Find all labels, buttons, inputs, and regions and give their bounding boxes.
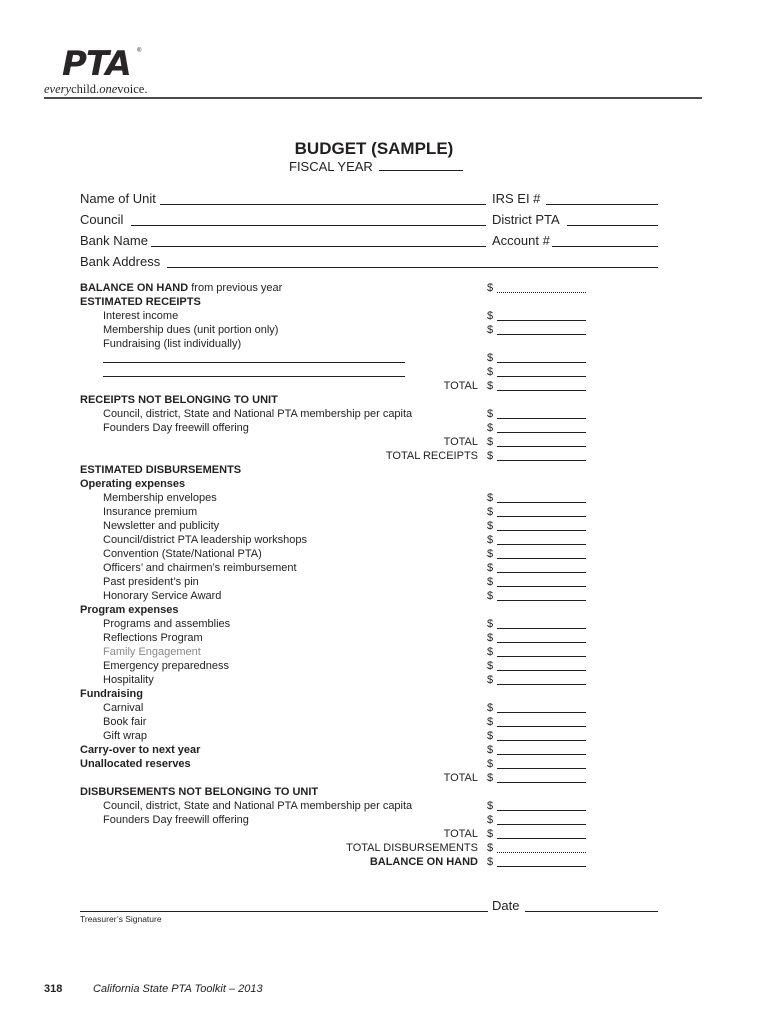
budget-row <box>0 491 770 505</box>
bank-address-label: Bank Address <box>80 254 161 269</box>
row-total-label: TOTAL <box>443 380 478 392</box>
row-label <box>103 575 199 589</box>
bank-address-blank[interactable] <box>167 267 658 268</box>
row-label <box>103 645 201 659</box>
row-label-text: Carry-over to next year <box>80 744 201 756</box>
budget-row <box>0 645 770 659</box>
row-label-text: Convention (State/National PTA) <box>103 548 262 560</box>
amount-blank[interactable] <box>497 544 586 545</box>
row-total-label: TOTAL <box>443 828 478 840</box>
amount-blank[interactable] <box>497 712 586 713</box>
budget-row <box>0 519 770 533</box>
row-label-text: Emergency preparedness <box>103 660 229 672</box>
fiscal-year-blank[interactable] <box>379 159 463 171</box>
row-label-text: Book fair <box>103 716 147 728</box>
dollar-sign: $ <box>487 632 494 644</box>
row-label <box>103 337 241 351</box>
row-label-text: DISBURSEMENTS NOT BELONGING TO UNIT <box>80 786 319 798</box>
budget-row <box>0 659 770 673</box>
treasurer-signature-label: Treasurer’s Signature <box>80 914 162 924</box>
council-blank[interactable] <box>131 225 486 226</box>
amount-blank[interactable] <box>497 292 586 293</box>
row-label <box>80 687 143 701</box>
pta-logo-mark: PTA <box>62 44 131 84</box>
budget-row <box>0 687 770 701</box>
dollar-sign: $ <box>487 842 494 854</box>
dollar-sign: $ <box>487 730 494 742</box>
district-pta-label: District PTA <box>492 212 560 227</box>
budget-row <box>0 449 770 463</box>
budget-row <box>0 309 770 323</box>
row-label-text: ESTIMATED DISBURSEMENTS <box>80 464 242 476</box>
budget-row <box>0 365 770 379</box>
row-label-text: Membership dues (unit portion only) <box>103 324 279 336</box>
district-pta-blank[interactable] <box>567 225 658 226</box>
dollar-sign: $ <box>487 744 494 756</box>
account-label: Account # <box>492 233 550 248</box>
irs-ei-blank[interactable] <box>546 204 658 205</box>
amount-blank[interactable] <box>497 334 586 335</box>
amount-blank[interactable] <box>497 684 586 685</box>
row-label <box>103 533 307 547</box>
amount-blank[interactable] <box>497 754 586 755</box>
amount-blank[interactable] <box>497 586 586 587</box>
row-label <box>103 799 412 813</box>
dollar-sign: $ <box>487 492 494 504</box>
budget-row <box>0 715 770 729</box>
tagline-every: every <box>44 82 72 96</box>
budget-row <box>0 323 770 337</box>
amount-blank[interactable] <box>497 852 586 853</box>
date-label: Date <box>492 898 520 913</box>
row-label-text: Officers’ and chairmen’s reimbursement <box>103 562 297 574</box>
budget-row <box>0 463 770 477</box>
amount-blank[interactable] <box>497 740 586 741</box>
row-label <box>103 491 217 505</box>
row-label <box>103 309 178 323</box>
tagline-child: child. <box>71 82 100 96</box>
row-label-text: Reflections Program <box>103 632 203 644</box>
dollar-sign: $ <box>487 618 494 630</box>
budget-row <box>0 589 770 603</box>
row-label-text: Founders Day freewill offering <box>103 422 249 434</box>
budget-row <box>0 771 770 785</box>
dollar-sign: $ <box>487 422 494 434</box>
budget-row <box>0 603 770 617</box>
row-total-label: TOTAL <box>443 772 478 784</box>
budget-row <box>0 477 770 491</box>
budget-row <box>0 785 770 799</box>
amount-blank[interactable] <box>497 558 586 559</box>
dollar-sign: $ <box>487 660 494 672</box>
row-label <box>80 295 201 309</box>
dollar-sign: $ <box>487 520 494 532</box>
tagline-one: one <box>99 82 118 96</box>
row-label-text: Insurance premium <box>103 506 198 518</box>
budget-row <box>0 617 770 631</box>
budget-row <box>0 813 770 827</box>
row-label <box>80 603 178 617</box>
amount-blank[interactable] <box>497 642 586 643</box>
budget-row <box>0 379 770 393</box>
dollar-sign: $ <box>487 646 494 658</box>
row-label-text: ESTIMATED RECEIPTS <box>80 296 201 308</box>
budget-row <box>0 351 770 365</box>
page-title: BUDGET (SAMPLE) <box>294 139 454 158</box>
dollar-sign: $ <box>487 674 494 686</box>
amount-blank[interactable] <box>497 516 586 517</box>
row-label-text: Interest income <box>103 310 179 322</box>
budget-row <box>0 827 770 841</box>
row-label <box>80 757 191 771</box>
row-label-text: Gift wrap <box>103 730 148 742</box>
amount-blank[interactable] <box>497 600 586 601</box>
pta-tagline <box>44 82 147 97</box>
budget-row <box>0 729 770 743</box>
dollar-sign: $ <box>487 436 494 448</box>
budget-row <box>0 841 770 855</box>
row-label <box>103 561 297 575</box>
irs-ei-label: IRS EI # <box>492 191 541 206</box>
amount-blank[interactable] <box>497 628 586 629</box>
registered-mark: ® <box>137 48 142 54</box>
row-label-text: Family Engagement <box>103 646 201 658</box>
tagline-voice: voice. <box>117 82 148 96</box>
budget-row <box>0 701 770 715</box>
row-label <box>80 743 200 757</box>
row-label <box>103 589 221 603</box>
budget-row <box>0 435 770 449</box>
row-label-text: Operating expenses <box>80 478 186 490</box>
row-label-text: Council, district, State and National PTA membership per capita <box>103 800 413 812</box>
budget-row <box>0 337 770 351</box>
dollar-sign: $ <box>487 576 494 588</box>
amount-blank[interactable] <box>497 726 586 727</box>
row-label <box>103 729 147 743</box>
dollar-sign: $ <box>487 828 494 840</box>
budget-row <box>0 407 770 421</box>
fundraising-item-blank[interactable] <box>103 376 405 377</box>
budget-row <box>0 799 770 813</box>
row-label-text: Council, district, State and National PTA membership per capita <box>103 408 413 420</box>
dollar-sign: $ <box>487 772 494 784</box>
budget-row <box>0 547 770 561</box>
row-label <box>80 281 282 295</box>
row-total-label: BALANCE ON HAND <box>369 856 478 868</box>
dollar-sign: $ <box>487 814 494 826</box>
row-label-text: RECEIPTS NOT BELONGING TO UNIT <box>80 394 278 406</box>
budget-row <box>0 533 770 547</box>
dollar-sign: $ <box>487 758 494 770</box>
row-label <box>103 617 230 631</box>
amount-blank[interactable] <box>497 782 586 783</box>
dollar-sign: $ <box>487 408 494 420</box>
row-label <box>103 659 229 673</box>
amount-blank[interactable] <box>497 670 586 671</box>
row-label <box>103 547 262 561</box>
amount-blank[interactable] <box>497 768 586 769</box>
amount-blank[interactable] <box>497 390 586 391</box>
budget-row <box>0 855 770 869</box>
budget-row <box>0 757 770 771</box>
row-label-text: Past president’s pin <box>103 576 199 588</box>
row-label-text: Program expenses <box>80 604 179 616</box>
row-label <box>103 701 143 715</box>
budget-row <box>0 631 770 645</box>
amount-blank[interactable] <box>497 572 586 573</box>
council-label: Council <box>80 212 124 227</box>
dollar-sign: $ <box>487 366 494 378</box>
page-number: 318 <box>44 983 63 995</box>
row-label <box>80 477 185 491</box>
row-label <box>80 463 241 477</box>
budget-row <box>0 561 770 575</box>
row-label <box>80 785 318 799</box>
dollar-sign: $ <box>487 702 494 714</box>
budget-row <box>0 575 770 589</box>
pta-logo <box>44 44 164 100</box>
amount-blank[interactable] <box>497 320 586 321</box>
amount-blank[interactable] <box>497 376 586 377</box>
bank-name-blank[interactable] <box>151 246 486 247</box>
amount-blank[interactable] <box>497 810 586 811</box>
dollar-sign: $ <box>487 324 494 336</box>
dollar-sign: $ <box>487 380 494 392</box>
row-label <box>80 393 278 407</box>
amount-blank[interactable] <box>497 362 586 363</box>
account-blank[interactable] <box>552 246 658 247</box>
fundraising-item-blank[interactable] <box>103 362 405 363</box>
amount-blank[interactable] <box>497 866 586 867</box>
dollar-sign: $ <box>487 562 494 574</box>
budget-row <box>0 743 770 757</box>
row-label <box>103 407 412 421</box>
budget-row <box>0 673 770 687</box>
header-divider <box>44 97 702 99</box>
row-label <box>103 631 203 645</box>
row-label-text: Council/district PTA leadership workshops <box>103 534 307 546</box>
row-label-text: BALANCE ON HAND <box>80 282 189 294</box>
row-label <box>103 673 154 687</box>
budget-row <box>0 505 770 519</box>
row-label-text: Programs and assemblies <box>103 618 231 630</box>
footer-text: California State PTA Toolkit – 2013 <box>93 983 263 995</box>
amount-blank[interactable] <box>497 838 586 839</box>
dollar-sign: $ <box>487 800 494 812</box>
fiscal-year-field[interactable] <box>289 159 463 174</box>
amount-blank[interactable] <box>497 446 586 447</box>
amount-blank[interactable] <box>497 418 586 419</box>
amount-blank[interactable] <box>497 460 586 461</box>
date-blank[interactable] <box>525 911 658 912</box>
dollar-sign: $ <box>487 282 494 294</box>
row-label-text: Hospitality <box>103 674 154 686</box>
dollar-sign: $ <box>487 590 494 602</box>
budget-row <box>0 281 770 295</box>
row-label <box>103 505 197 519</box>
amount-blank[interactable] <box>497 656 586 657</box>
row-label-text: Honorary Service Award <box>103 590 222 602</box>
row-total-label: TOTAL <box>443 436 478 448</box>
dollar-sign: $ <box>487 716 494 728</box>
row-total-label: TOTAL DISBURSEMENTS <box>346 842 478 854</box>
row-label <box>103 813 249 827</box>
row-label-text: Carnival <box>103 702 144 714</box>
row-label-text: Newsletter and publicity <box>103 520 220 532</box>
dollar-sign: $ <box>487 506 494 518</box>
row-label-text: Fundraising <box>80 688 143 700</box>
name-of-unit-blank[interactable] <box>160 204 486 205</box>
dollar-sign: $ <box>487 450 494 462</box>
row-label <box>103 323 278 337</box>
amount-blank[interactable] <box>497 824 586 825</box>
row-label-text: Membership envelopes <box>103 492 217 504</box>
row-label <box>103 519 219 533</box>
dollar-sign: $ <box>487 352 494 364</box>
dollar-sign: $ <box>487 856 494 868</box>
row-label-text: Fundraising (list individually) <box>103 338 242 350</box>
fiscal-year-label: FISCAL YEAR <box>289 159 373 174</box>
row-total-label: TOTAL RECEIPTS <box>385 450 478 462</box>
dollar-sign: $ <box>487 548 494 560</box>
row-label-text: Unallocated reserves <box>80 758 191 770</box>
amount-blank[interactable] <box>497 502 586 503</box>
dollar-sign: $ <box>487 310 494 322</box>
treasurer-signature-line[interactable] <box>80 911 488 912</box>
row-label-text: Founders Day freewill offering <box>103 814 249 826</box>
budget-row <box>0 421 770 435</box>
budget-row <box>0 393 770 407</box>
row-label-suffix: from previous year <box>188 282 283 294</box>
dollar-sign: $ <box>487 534 494 546</box>
name-of-unit-label: Name of Unit <box>80 191 156 206</box>
amount-blank[interactable] <box>497 530 586 531</box>
amount-blank[interactable] <box>497 432 586 433</box>
budget-row <box>0 295 770 309</box>
row-label <box>103 715 146 729</box>
row-label <box>103 421 249 435</box>
bank-name-label: Bank Name <box>80 233 148 248</box>
